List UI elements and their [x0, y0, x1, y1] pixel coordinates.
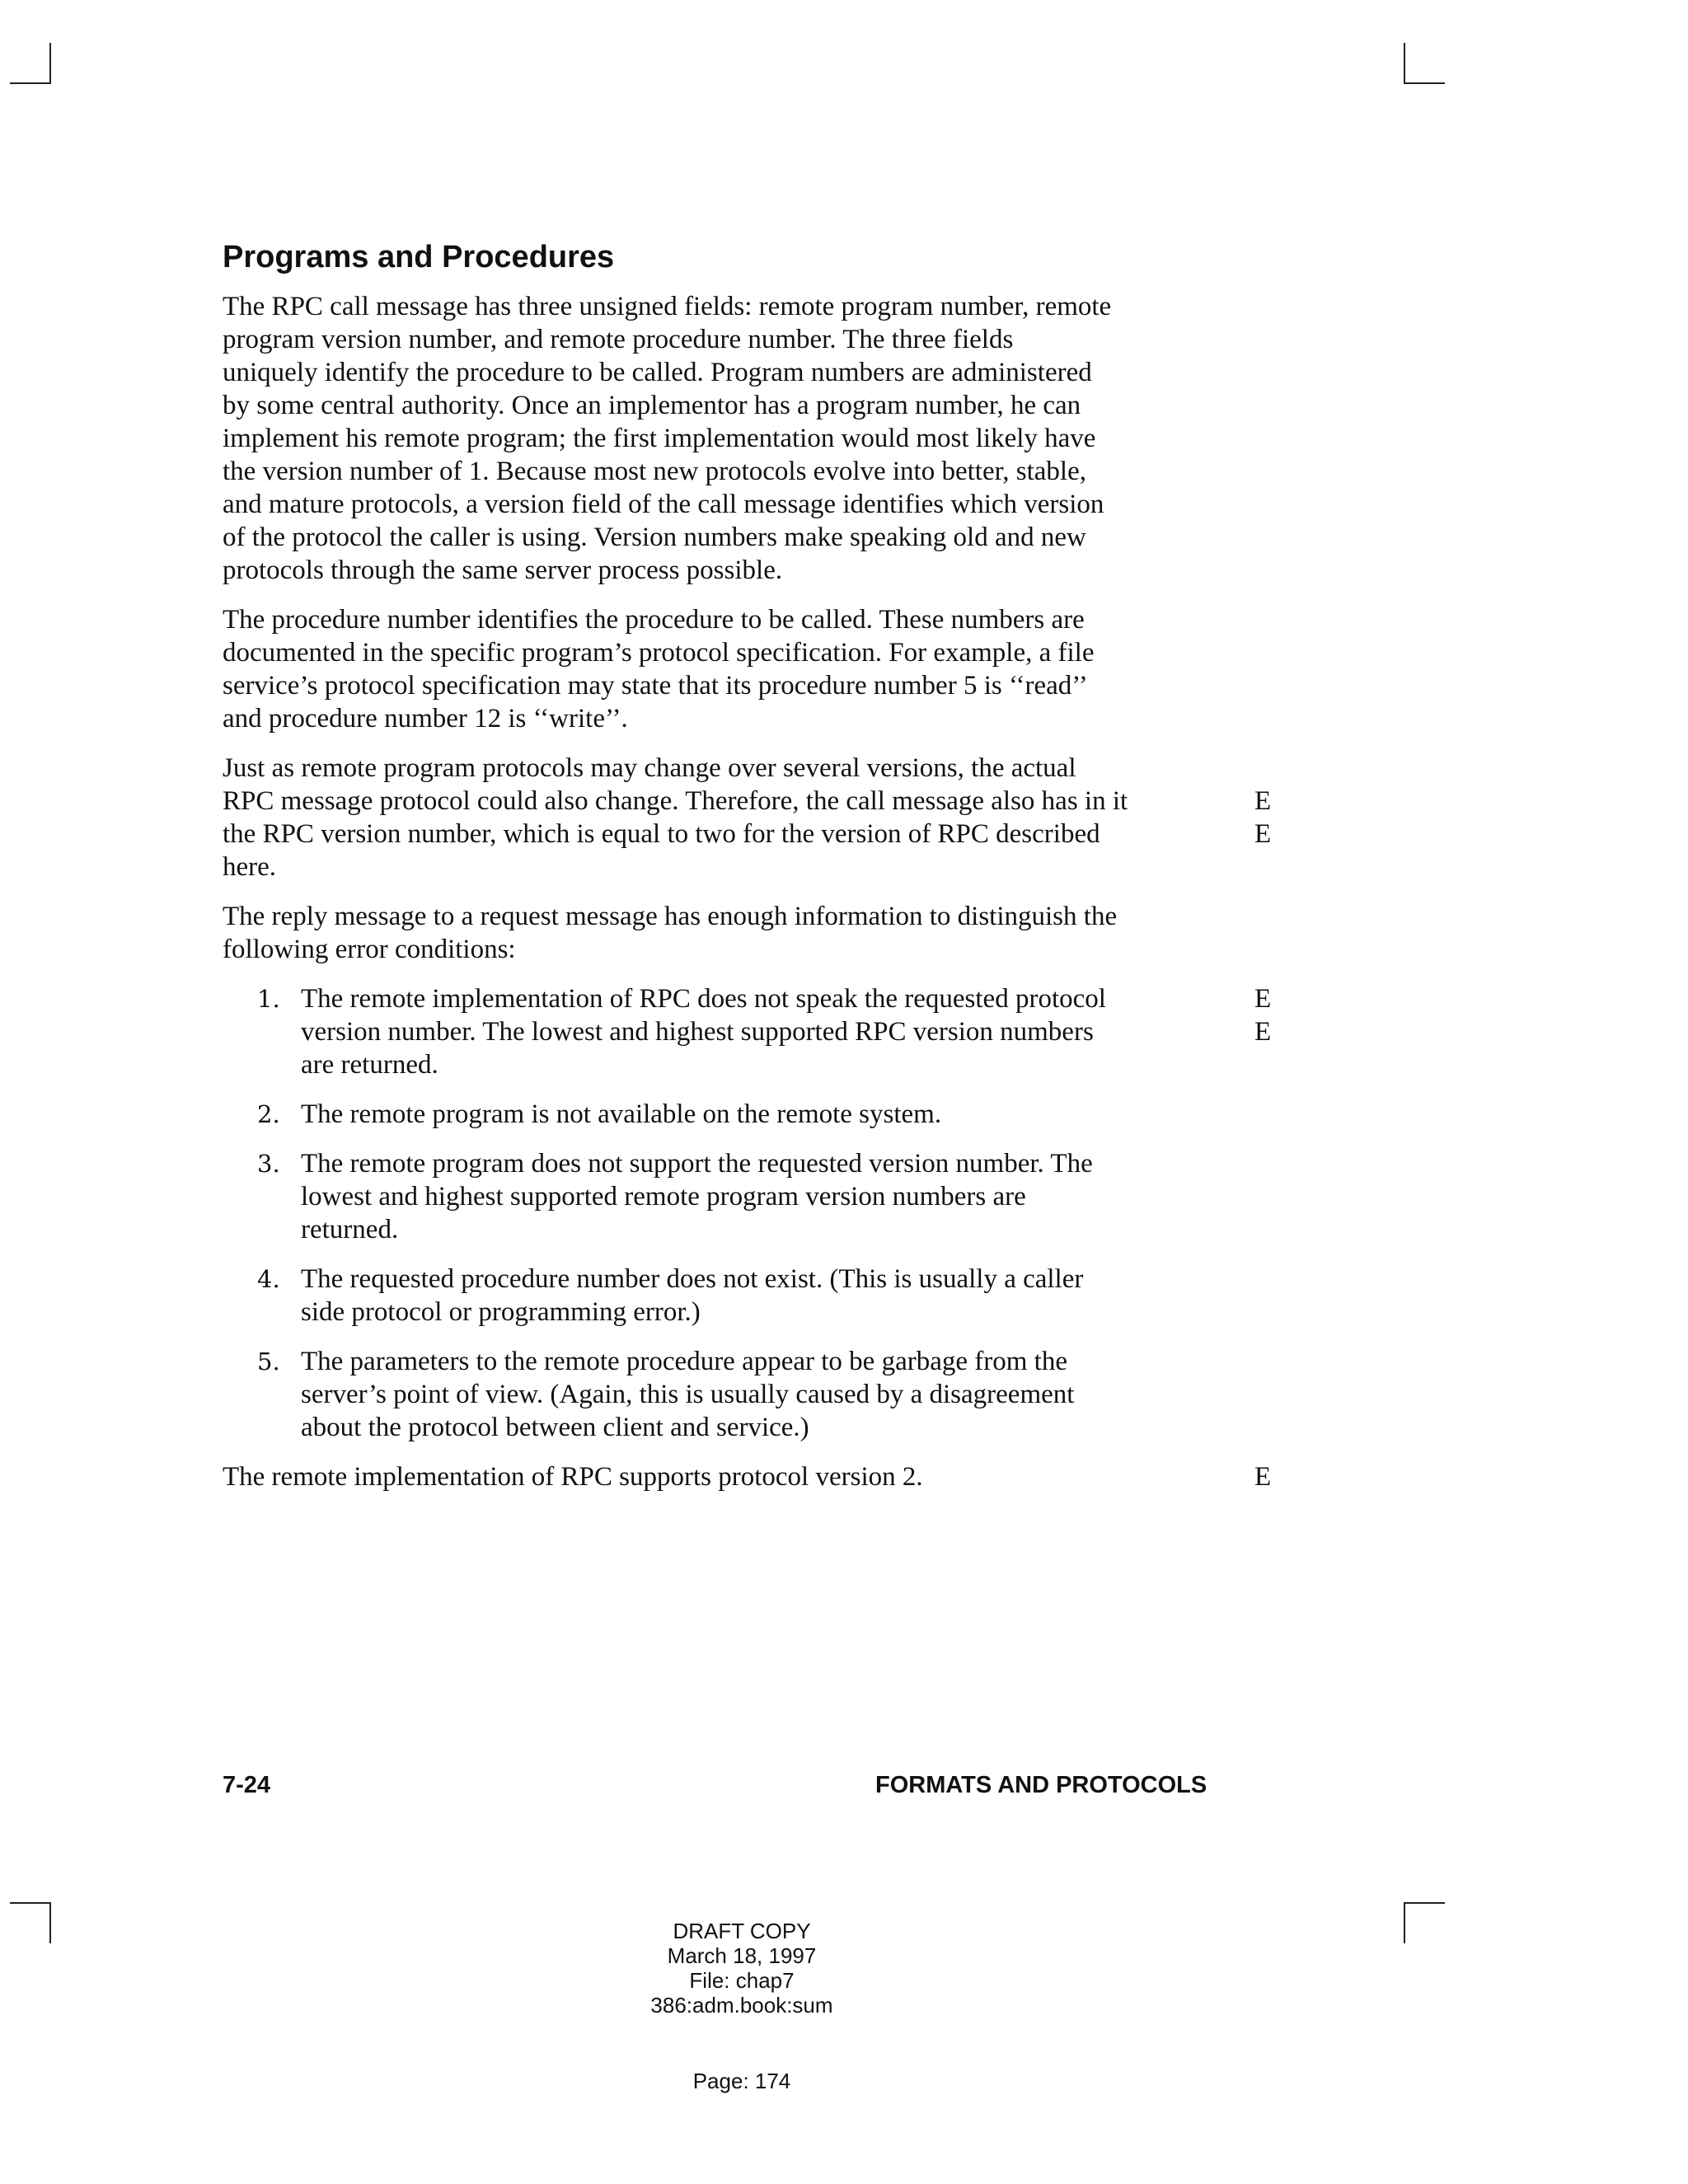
paragraph-programs — [223, 290, 1228, 587]
list-item — [223, 1345, 1286, 1444]
list-number: 1. — [257, 985, 280, 1013]
paragraph-reply-message — [223, 900, 1228, 966]
draft-book: 386:adm.book:sum — [650, 1993, 833, 2018]
change-mark: E — [1254, 819, 1272, 849]
section-title: Programs and Procedures — [223, 240, 615, 274]
text-line: implement his remote program; the first implementation would most likely have — [223, 424, 1096, 453]
list-number: 3. — [257, 1150, 280, 1178]
line-text: The remote implementation of RPC does not speak the requested protocol — [301, 984, 1106, 1014]
text-line-with-mark — [223, 818, 1272, 851]
crop-mark-top-right — [1404, 43, 1445, 84]
text-line: The reply message to a request message has enough information to distinguish the — [223, 902, 1118, 931]
text-line: following error conditions: — [223, 935, 516, 964]
text-line: Just as remote program protocols may change over several versions, the actual — [223, 753, 1076, 783]
text-line: side protocol or programming error.) — [301, 1297, 701, 1327]
crop-mark-bottom-right — [1404, 1902, 1445, 1943]
text-line: about the protocol between client and service.) — [301, 1413, 809, 1442]
text-line: protocols through the same server process possible. — [223, 555, 783, 585]
text-line-with-mark — [223, 785, 1272, 818]
crop-mark-top-left — [10, 43, 51, 84]
list-number: 5. — [257, 1347, 280, 1376]
text-line: are returned. — [301, 1050, 438, 1080]
paragraph-procedure-number — [223, 603, 1228, 735]
draft-stamp — [577, 1919, 907, 2018]
draft-date: March 18, 1997 — [667, 1943, 817, 1968]
footer-page-label: 7-24 — [223, 1772, 271, 1798]
change-mark: E — [1254, 786, 1272, 816]
text-line-with-mark — [301, 1015, 1286, 1048]
text-line: of the protocol the caller is using. Version numbers make speaking old and new — [223, 523, 1086, 552]
list-number: 2. — [257, 1100, 280, 1128]
text-line: The procedure number identifies the procedure to be called. These numbers are — [223, 605, 1085, 635]
error-conditions-list — [223, 982, 1286, 1444]
text-line: uniquely identify the procedure to be called. Program numbers are administered — [223, 358, 1092, 387]
text-line: and procedure number 12 is ‘‘write’’. — [223, 704, 628, 733]
text-line: the version number of 1. Because most new protocols evolve into better, stable, — [223, 457, 1086, 486]
list-number: 4. — [257, 1265, 280, 1293]
text-line: The RPC call message has three unsigned fields: remote program number, remote — [223, 292, 1112, 321]
text-line: and mature protocols, a version field of the call message identifies which version — [223, 490, 1104, 519]
text-line: The remote program is not available on the remote system. — [301, 1099, 942, 1129]
line-text: the RPC version number, which is equal to two for the version of RPC described — [223, 819, 1100, 849]
page-number: Page: 174 — [692, 2069, 791, 2093]
list-item — [223, 1098, 1286, 1131]
change-mark: E — [1254, 1462, 1272, 1492]
text-line-with-mark — [223, 1460, 1272, 1493]
text-line: documented in the specific program’s protocol specification. For example, a file — [223, 638, 1095, 668]
text-line: The parameters to the remote procedure appear to be garbage from the — [301, 1347, 1067, 1376]
text-line: server’s point of view. (Again, this is usually caused by a disagreement — [301, 1380, 1075, 1409]
text-line: The requested procedure number does not exist. (This is usually a caller — [301, 1264, 1084, 1294]
list-item — [223, 1147, 1286, 1246]
text-line: lowest and highest supported remote program version numbers are — [301, 1182, 1026, 1212]
text-line: program version number, and remote procedure number. The three fields — [223, 325, 1014, 354]
page-content — [223, 236, 1286, 1510]
line-text: version number. The lowest and highest supported RPC version numbers — [301, 1017, 1094, 1047]
text-line: by some central authority. Once an implementor has a program number, he can — [223, 391, 1081, 420]
change-mark: E — [1254, 1017, 1272, 1047]
line-text: The remote implementation of RPC supports protocol version 2. — [223, 1462, 923, 1492]
text-line: here. — [223, 852, 277, 882]
text-line-with-mark — [301, 982, 1286, 1015]
footer-chapter-title: FORMATS AND PROTOCOLS — [875, 1772, 1207, 1798]
text-line: The remote program does not support the requested version number. The — [301, 1149, 1093, 1179]
list-item — [223, 1263, 1286, 1329]
change-mark: E — [1254, 984, 1272, 1014]
list-item — [223, 982, 1286, 1081]
paragraph-closing — [223, 1460, 1272, 1493]
crop-mark-bottom-left — [10, 1902, 51, 1943]
text-line: service’s protocol specification may state that its procedure number 5 is ‘‘read’’ — [223, 671, 1088, 701]
draft-line: DRAFT COPY — [673, 1919, 811, 1943]
text-line: returned. — [301, 1215, 399, 1244]
paragraph-rpc-version — [223, 752, 1272, 883]
line-text: RPC message protocol could also change. Therefore, the call message also has in it — [223, 786, 1128, 816]
draft-file: File: chap7 — [689, 1968, 795, 1993]
